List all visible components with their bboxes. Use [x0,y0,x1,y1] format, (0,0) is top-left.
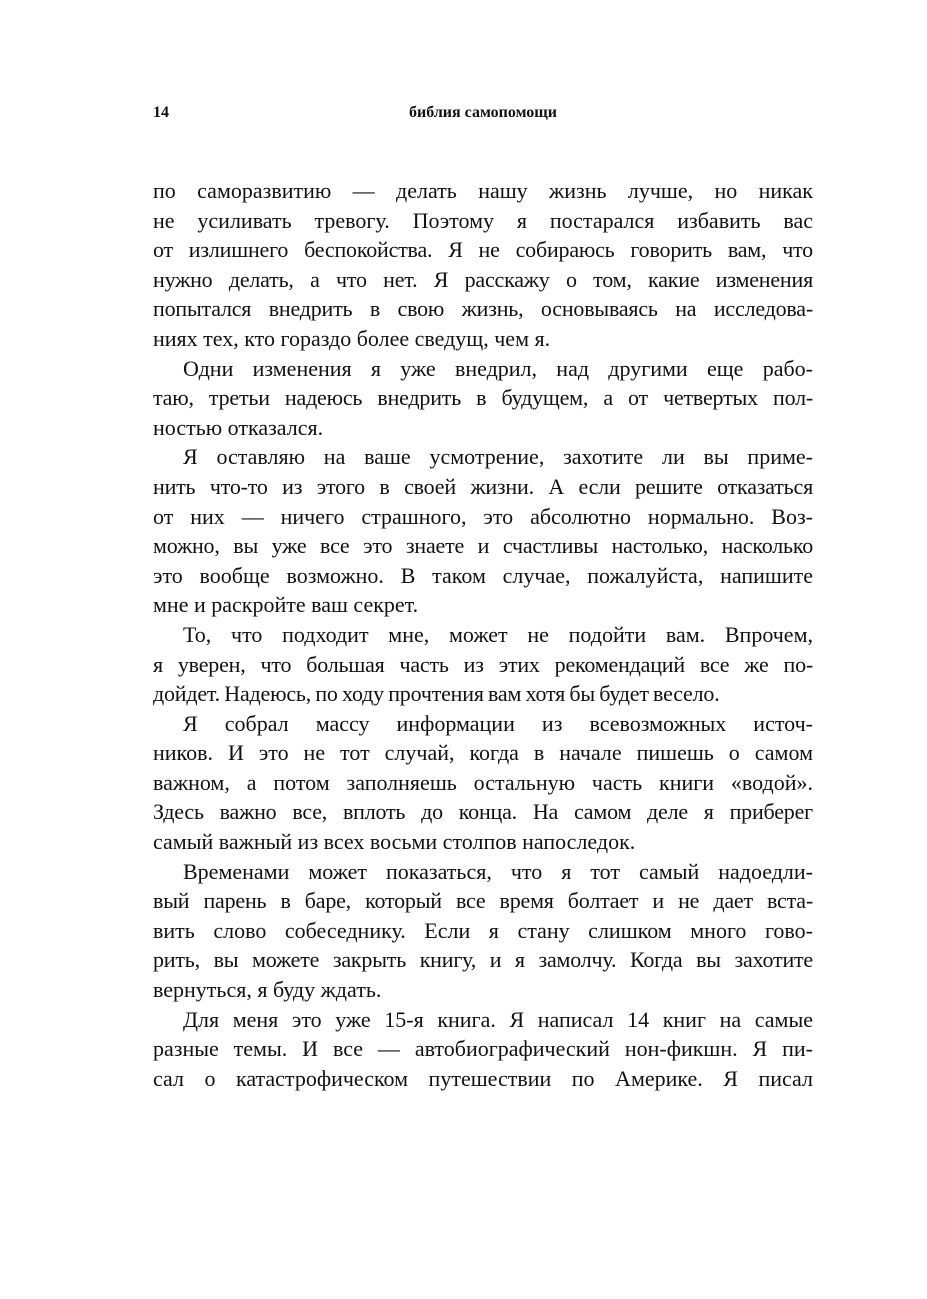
paragraph [153,354,813,443]
text-line: по саморазвитию — делать нашу жизнь лучше, но никак [153,178,813,203]
text-line: То, что подходит мне, может не подойти вам. Впрочем, [183,621,813,647]
text-line: разные темы. И все — автобиографический нон-фикшн. Я пи- [153,1036,813,1062]
text-line: таю, третьи надеюсь внедрить в будущем, а от четвертых пол- [153,385,813,411]
text-line: от излишнего беспокойства. Я не собираюсь говорить вам, что [153,237,813,263]
text-line: от них — ничего страшного, это абсолютно нормально. Воз- [153,503,813,529]
paragraph [153,1005,813,1094]
paragraph [153,857,813,1005]
text-line: это вообще возможно. В таком случае, пожалуйста, напишите [153,562,813,588]
text-line: самый важный из всех восьми столпов напоследок. [153,829,636,855]
text-line: дойдет. Надеюсь, по ходу прочтения вам хотя бы будет весело. [153,681,720,707]
text-line: Временами может показаться, что я тот самый надоедли- [183,858,813,884]
text-line: Одни изменения я уже внедрил, над другими еще рабо- [183,355,813,381]
text-line: мне и раскройте ваш секрет. [153,592,419,618]
text-line: Здесь важно все, вплоть до конца. На самом деле я приберег [153,799,813,825]
text-line: можно, вы уже все это знаете и счастливы настолько, насколько [153,533,813,559]
text-line: нить что-то из этого в своей жизни. А если решите отказаться [153,473,813,499]
running-header [153,104,813,128]
text-line: вый парень в баре, который все время болтает и не дает вста- [153,888,813,914]
text-line: важном, а потом заполняешь остальную часть книги «водой». [153,769,813,795]
text-line: ников. И это не тот случай, когда в начале пишешь о самом [153,740,813,766]
text-line: ниях тех, кто гораздо более сведущ, чем я. [153,325,551,351]
text-line: Я собрал массу информации из всевозможных источ- [183,710,813,736]
text-line: ностью отказался. [153,414,324,440]
text-line: я уверен, что большая часть из этих рекомендаций все же по- [153,651,813,677]
text-line: вить слово собеседнику. Если я стану слишком много гово- [153,917,813,943]
text-line: Я оставляю на ваше усмотрение, захотите ли вы приме- [183,444,813,470]
paragraph [153,709,813,857]
text-line: попытался внедрить в свою жизнь, основываясь на исследова- [153,296,813,322]
text-line: рить, вы можете закрыть книгу, и я замолчу. Когда вы захотите [153,947,813,973]
paragraph [153,176,813,354]
text-line: вернуться, я буду ждать. [153,977,382,1003]
text-line: нужно делать, а что нет. Я расскажу о том, какие изменения [153,266,813,292]
body-text [153,176,813,1093]
paragraph [153,442,813,620]
page-number: 14 [153,104,169,121]
text-line: не усиливать тревогу. Поэтому я постарался избавить вас [153,207,813,233]
book-title: библия самопомощи [409,104,557,121]
paragraph [153,620,813,709]
text-line: сал о катастрофическом путешествии по Америке. Я писал [153,1065,813,1091]
text-line: Для меня это уже 15-я книга. Я написал 14 книг на самые [183,1006,813,1032]
